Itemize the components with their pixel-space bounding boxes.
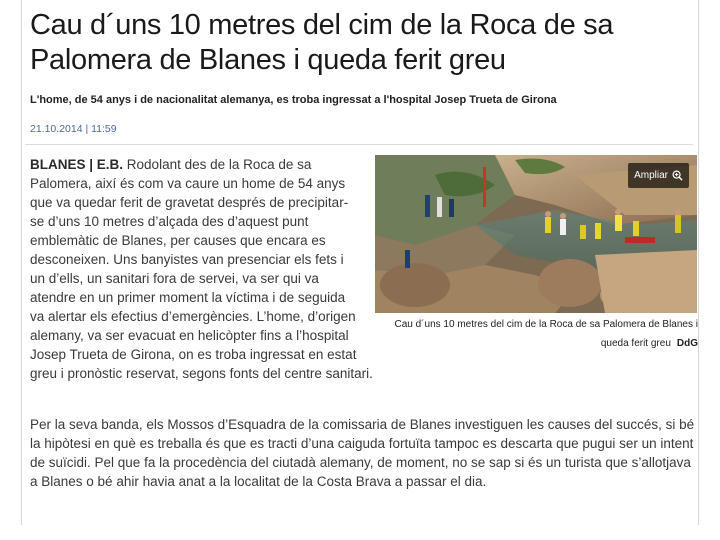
article-date: 21.10.2014 | 11:59: [30, 123, 117, 135]
article-headline: Cau d´uns 10 metres del cim de la Roca de sa Palomera de Blanes i queda ferit greu: [30, 9, 614, 76]
header-divider: [25, 144, 693, 145]
article-photo[interactable]: [375, 155, 697, 313]
paragraph-1-text: Rodolant des de la Roca de sa Palomera, així és com va caure un home de 54 anys que va quedar ferit de gravetat després de precipitar-se d’uns 10 metres d’alçada des d’aquest punt emblemàtic de Blanes, per causes que encara es desconeixen. Uns banyistes van presenciar els fets i un d’ells, un sanitari fora de servei, va ser qui va atendre en un primer moment la víctima i de seguida va alertar els efectius d’emergències. L’home, d’origen alemany, va ser evacuat en helicòpter fins a l’hospital Josep Trueta de Girona, on es troba ingressat en estat greu i pronòstic reservat, segons fonts del centre sanitari.: [30, 157, 373, 381]
zoom-in-icon: [672, 170, 683, 181]
article-paragraph-2: Per la seva banda, els Mossos d’Esquadra de la comissaria de Blanes investiguen les causes del succés, si bé la hipòtesi en què es treballa és que es tracti d’una caiguda fortuïta tampoc es descarta que pugui ser un intent de suïcidi. Pel que fa la procedència del ciutadà alemany, de moment, no se sap si és un turista que s’allotjava a Blanes o bé ahir havia anat a la localitat de la Costa Brava a passar el dia.: [30, 417, 695, 489]
caption-text: Cau d´uns 10 metres del cim de la Roca de sa Palomera de Blanes i queda ferit greu: [394, 319, 698, 349]
article-figure: [372, 155, 700, 353]
article-subheadline: L'home, de 54 anys i de nacionalitat alemanya, es troba ingressat a l'hospital Josep Trueta de Girona: [30, 94, 557, 106]
photo-credit: DdG: [676, 338, 698, 349]
left-border: [21, 0, 22, 525]
enlarge-label: Ampliar: [634, 170, 668, 181]
article-byline: BLANES | E.B.: [30, 157, 127, 172]
enlarge-button[interactable]: [628, 163, 689, 188]
photo-caption: [372, 315, 700, 353]
article-paragraph-1: [30, 155, 700, 383]
